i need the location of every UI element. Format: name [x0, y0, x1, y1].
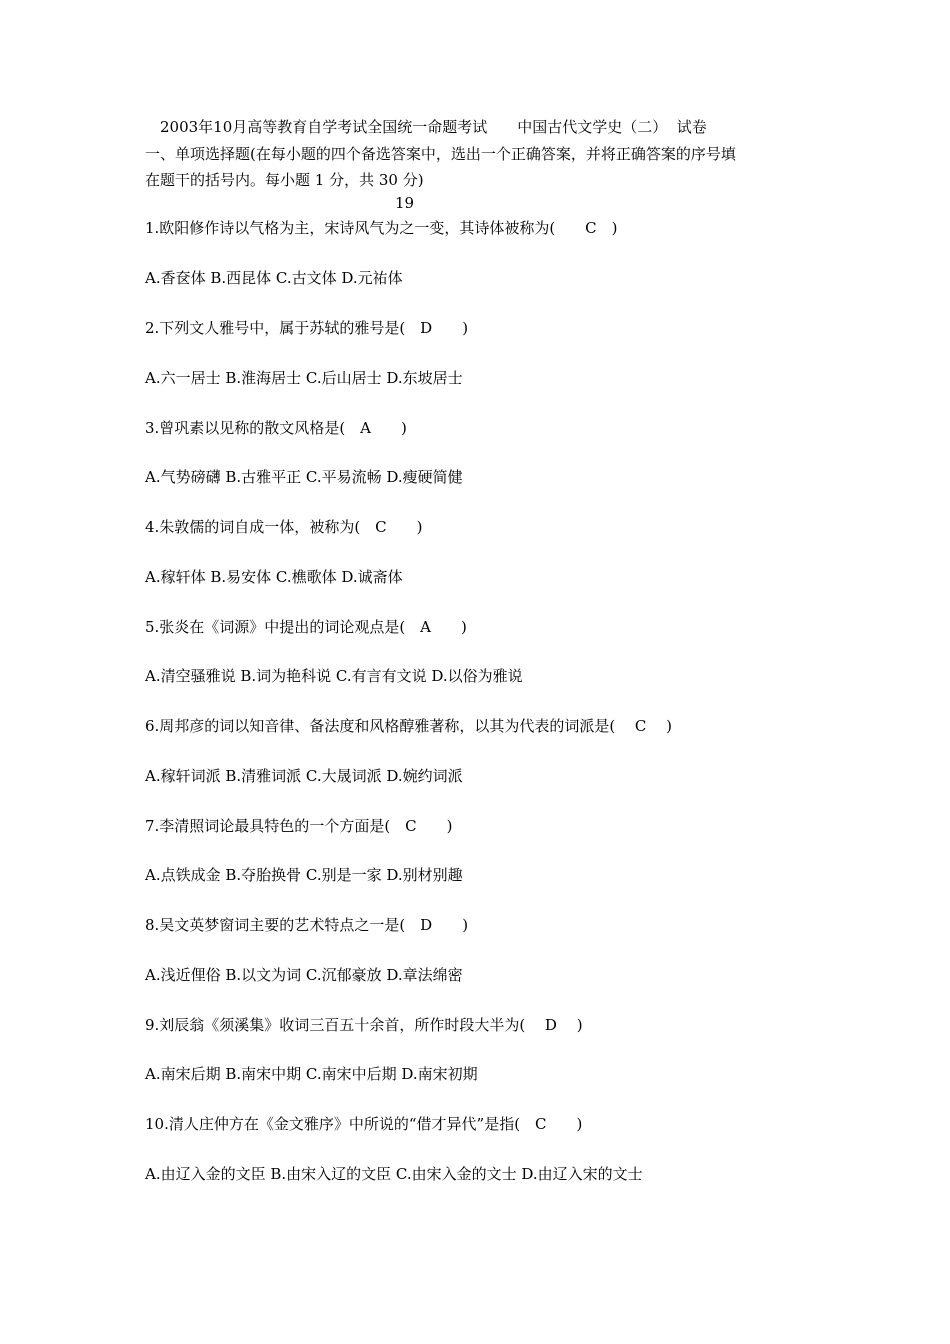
question-10-options: A.由辽入金的文臣 B.由宋入辽的文臣 C.由宋入金的文士 D.由辽入宋的文士 [145, 1165, 643, 1183]
question-6-options: A.稼轩词派 B.清雅词派 C.大晟词派 D.婉约词派 [145, 767, 463, 785]
question-3-options: A.气势磅礴 B.古雅平正 C.平易流畅 D.瘦硬简健 [145, 468, 463, 486]
question-4-stem: 4.朱敦儒的词自成一体，被称为( C ) [145, 518, 423, 536]
question-7-stem: 7.李清照词论最具特色的一个方面是( C ) [145, 817, 453, 835]
question-5-options: A.清空骚雅说 B.词为艳科说 C.有言有文说 D.以俗为雅说 [145, 667, 523, 685]
question-2-options: A.六一居士 B.淮海居士 C.后山居士 D.东坡居士 [145, 369, 463, 387]
page-number: 19 [395, 194, 415, 212]
question-6-stem: 6.周邦彦的词以知音律、备法度和风格醇雅著称，以其为代表的词派是( C ) [145, 717, 673, 735]
question-2-stem: 2.下列文人雅号中，属于苏轼的雅号是( D ) [145, 319, 469, 337]
question-4-options: A.稼轩体 B.易安体 C.樵歌体 D.诚斋体 [145, 568, 403, 586]
question-3-stem: 3.曾巩素以见称的散文风格是( A ) [145, 419, 407, 437]
question-9-options: A.南宋后期 B.南宋中期 C.南宋中后期 D.南宋初期 [145, 1065, 478, 1083]
question-10-stem: 10.清人庄仲方在《金文雅序》中所说的“借才异代”是指( C ) [145, 1115, 583, 1133]
question-9-stem: 9.刘辰翁《须溪集》收词三百五十余首，所作时段大半为( D ) [145, 1016, 583, 1034]
question-8-options: A.浅近俚俗 B.以文为词 C.沉郁豪放 D.章法绵密 [145, 966, 463, 984]
question-1-stem: 1.欧阳修作诗以气格为主，宋诗风气为之一变，其诗体被称为( C ) [145, 219, 618, 237]
question-1-options: A.香奁体 B.西昆体 C.古文体 D.元祐体 [145, 269, 403, 287]
question-7-options: A.点铁成金 B.夺胎换骨 C.别是一家 D.别材别趣 [145, 866, 463, 884]
section-instructions-line-2: 在题干的括号内。每小题 1 分，共 30 分) [145, 171, 424, 189]
question-8-stem: 8.吴文英梦窗词主要的艺术特点之一是( D ) [145, 916, 469, 934]
exam-title: 2003年10月高等教育自学考试全国统一命题考试 中国古代文学史（二） 试卷 [160, 118, 707, 136]
question-5-stem: 5.张炎在《词源》中提出的词论观点是( A ) [145, 618, 467, 636]
section-instructions-line-1: 一、单项选择题(在每小题的四个备选答案中，选出一个正确答案，并将正确答案的序号填 [145, 145, 736, 163]
